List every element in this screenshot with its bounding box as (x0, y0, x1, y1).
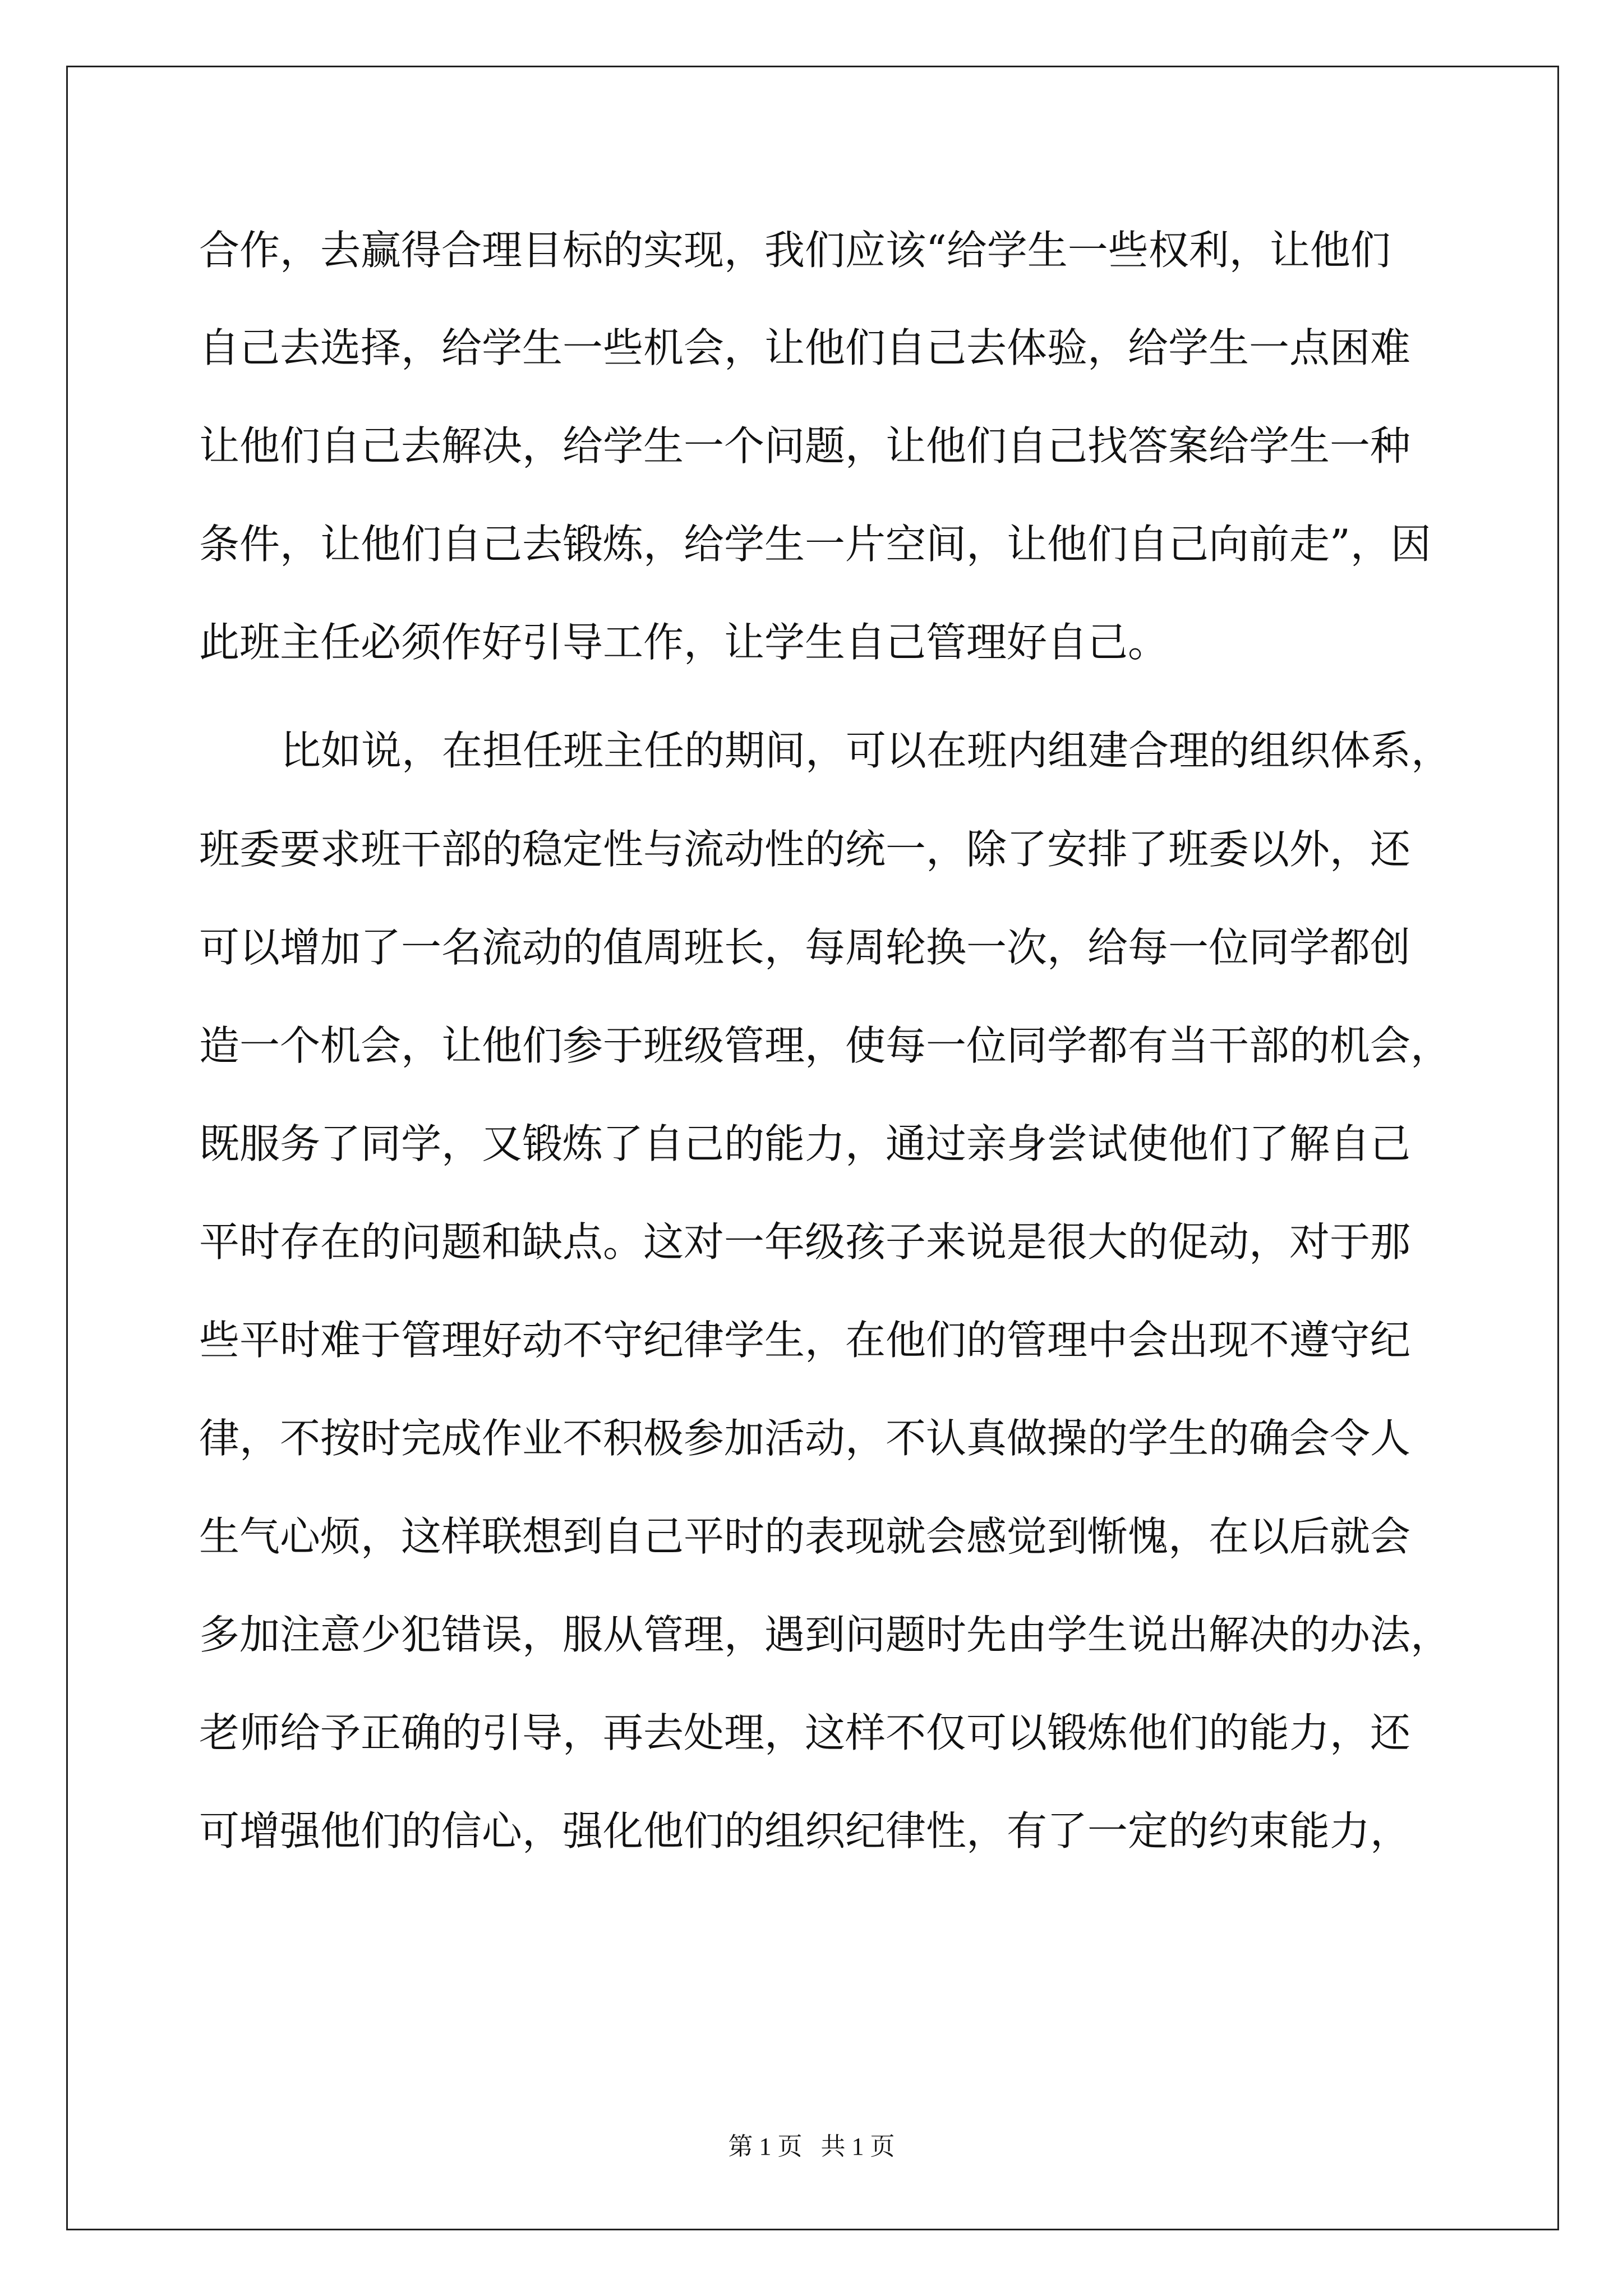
paragraph-2-line-11: 老师给予正确的引导，再去处理，这样不仅可以锻炼他们的能力，还 (199, 1709, 1411, 1756)
paragraph-2-line-5: 既服务了同学，又锻炼了自己的能力，通过亲身尝试使他们了解自己 (199, 1120, 1411, 1167)
paragraph-2-line-8: 律，不按时完成作业不积极参加活动，不认真做操的学生的确会令人 (199, 1415, 1411, 1462)
paragraph-1-line-4: 条件，让他们自己去锻炼，给学生一片空间，让他们自己向前走”，因 (199, 521, 1431, 568)
paragraph-2-line-3: 可以增加了一名流动的值周班长，每周轮换一次，给每一位同学都创 (199, 924, 1411, 971)
paragraph-2-line-1: 比如说，在担任班主任的期间，可以在班内组建合理的组织体系， (280, 727, 1452, 774)
paragraph-1-line-3: 让他们自己去解决，给学生一个问题，让他们自己找答案给学生一种 (199, 422, 1411, 470)
paragraph-2-line-4: 造一个机会，让他们参于班级管理，使每一位同学都有当干部的机会， (199, 1022, 1451, 1069)
paragraph-1-line-2: 自己去选择，给学生一些机会，让他们自己去体验，给学生一点困难 (199, 324, 1411, 371)
paragraph-1-line-5: 此班主任必须作好引导工作，让学生自己管理好自己。 (199, 619, 1169, 666)
paragraph-2-line-7: 些平时难于管理好动不守纪律学生，在他们的管理中会出现不遵守纪 (199, 1317, 1411, 1364)
page-footer: 第 1 页 共 1 页 (728, 2133, 895, 2160)
paragraph-1-line-1: 合作，去赢得合理目标的实现，我们应该“给学生一些权利，让他们 (199, 227, 1391, 274)
paragraph-2-line-2: 班委要求班干部的稳定性与流动性的统一，除了安排了班委以外，还 (199, 826, 1411, 873)
paragraph-2-line-9: 生气心烦，这样联想到自己平时的表现就会感觉到惭愧，在以后就会 (199, 1513, 1411, 1560)
paragraph-2-line-10: 多加注意少犯错误，服从管理，遇到问题时先由学生说出解决的办法， (199, 1611, 1451, 1658)
paragraph-2-line-12: 可增强他们的信心，强化他们的组织纪律性，有了一定的约束能力， (199, 1807, 1411, 1855)
paragraph-2-line-6: 平时存在的问题和缺点。这对一年级孩子来说是很大的促动，对于那 (199, 1218, 1411, 1266)
